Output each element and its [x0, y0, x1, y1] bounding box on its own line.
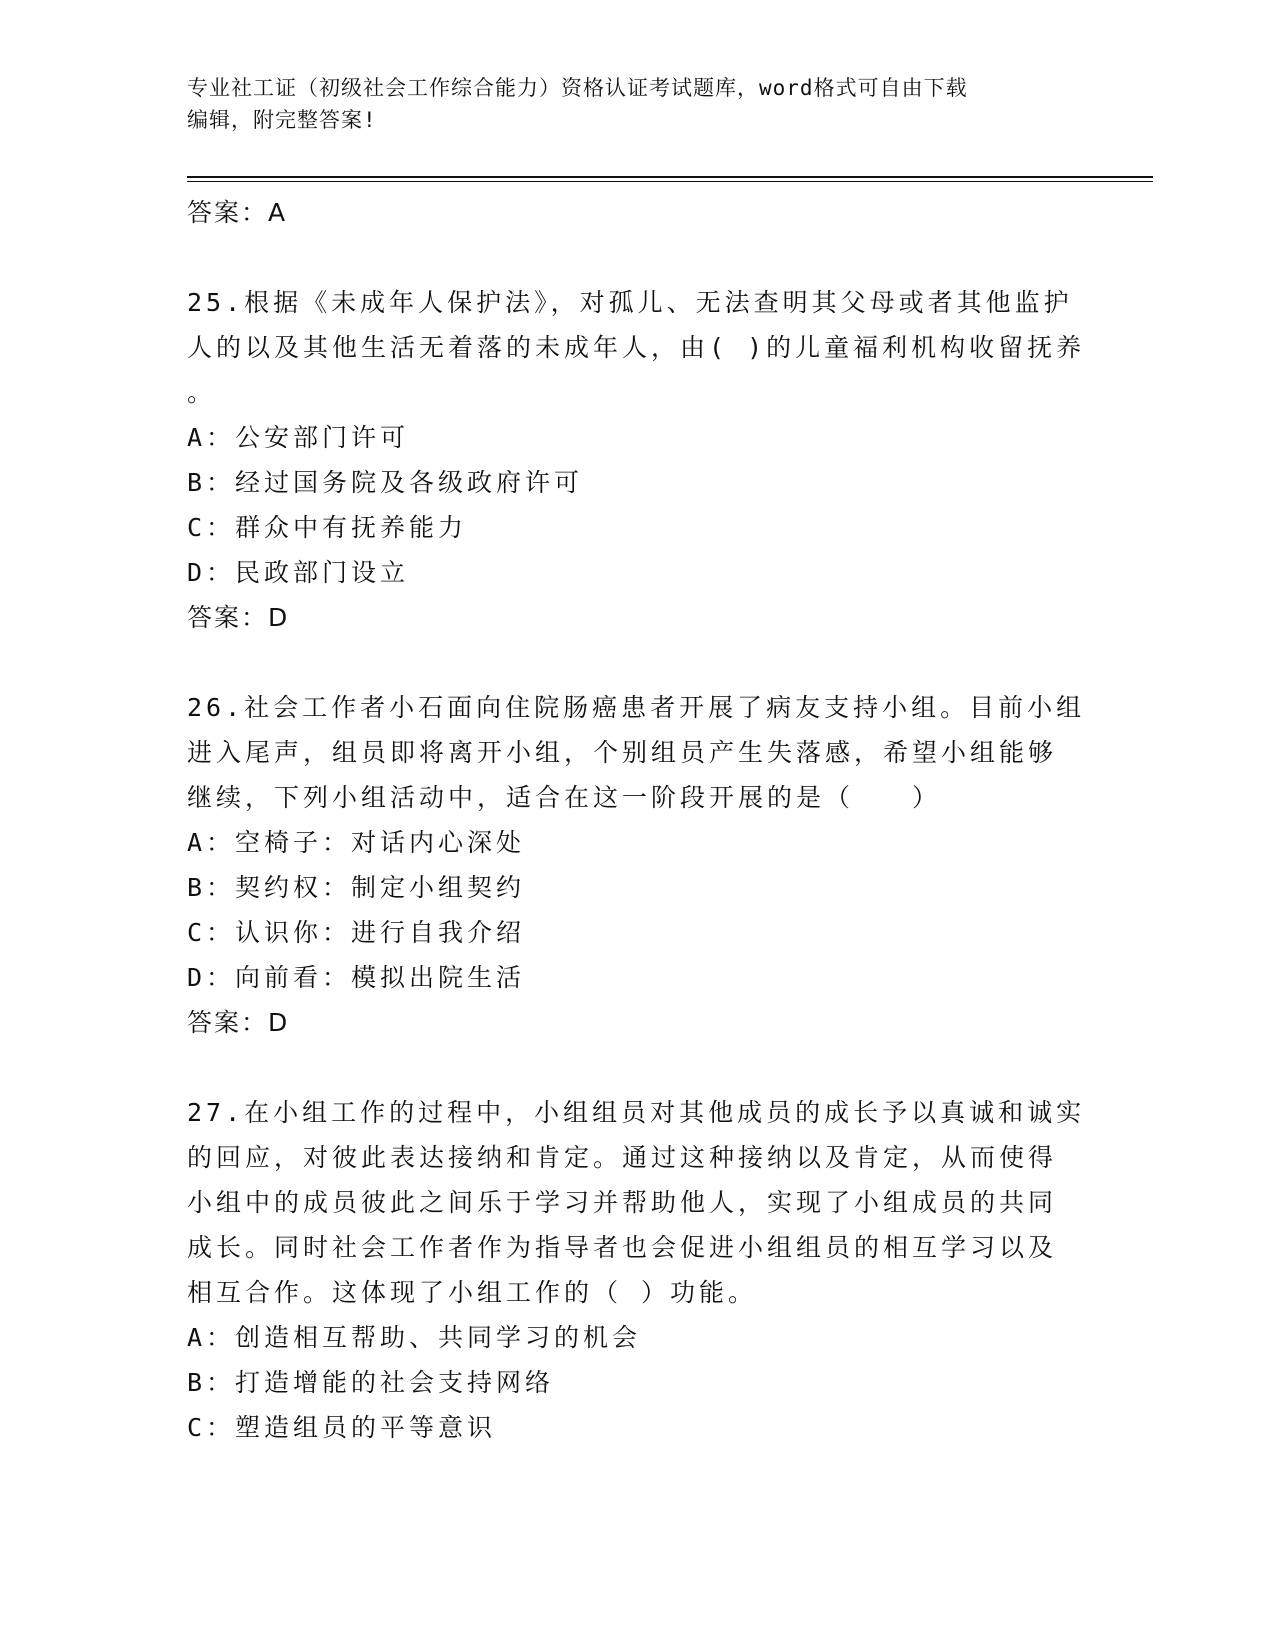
stem-line: 进入尾声，组员即将离开小组，个别组员产生失落感，希望小组能够: [187, 738, 1058, 767]
header-line: 编辑，附完整答案!: [187, 108, 377, 132]
stem-line: 相互合作。这体现了小组工作的（ ）功能。: [187, 1278, 758, 1307]
header-rule-thin: [187, 181, 1153, 182]
question-list: [187, 190, 1087, 1450]
stem-line: 。: [187, 378, 217, 407]
stem-line: 26.社会工作者小石面向住院肠癌患者开展了病友支持小组。目前小组: [187, 693, 1086, 722]
header-rule-thick: [187, 176, 1153, 178]
stem-line: 25.根据《未成年人保护法》，对孤儿、无法查明其父母或者其他监护: [187, 288, 1073, 317]
option-c: C：塑造组员的平等意识: [187, 1413, 497, 1442]
option-d: D：向前看：模拟出院生活: [187, 963, 526, 992]
option-b: B：经过国务院及各级政府许可: [187, 468, 584, 497]
stem-line: 人的以及其他生活无着落的未成年人，由( )的儿童福利机构收留抚养: [187, 333, 1086, 362]
stem-line: 继续，下列小组活动中，适合在这一阶段开展的是（ ）: [187, 783, 942, 812]
stem-line: 小组中的成员彼此之间乐于学习并帮助他人，实现了小组成员的共同: [187, 1188, 1058, 1217]
document-header: [187, 72, 1087, 136]
header-line: 专业社工证（初级社会工作综合能力）资格认证考试题库，word格式可自由下载: [187, 76, 968, 100]
stem-line: 的回应，对彼此表达接纳和肯定。通过这种接纳以及肯定，从而使得: [187, 1143, 1058, 1172]
option-b: B：打造增能的社会支持网络: [187, 1368, 555, 1397]
answer-line: 答案：D: [187, 603, 290, 632]
option-d: D：民政部门设立: [187, 558, 410, 587]
question-stem: [187, 685, 1087, 820]
answer-line: 答案：A: [187, 198, 288, 227]
option-c: C：群众中有抚养能力: [187, 513, 468, 542]
option-a: A：创造相互帮助、共同学习的机会: [187, 1323, 642, 1352]
option-c: C：认识你：进行自我介绍: [187, 918, 526, 947]
question-stem: [187, 280, 1087, 415]
answer-line: 答案：D: [187, 1008, 290, 1037]
option-b: B：契约权：制定小组契约: [187, 873, 526, 902]
question-27: [187, 1090, 1087, 1450]
option-a: A：空椅子：对话内心深处: [187, 828, 526, 857]
question-stem: [187, 1090, 1087, 1315]
option-a: A：公安部门许可: [187, 423, 410, 452]
question-26: [187, 685, 1087, 1045]
stem-line: 27.在小组工作的过程中，小组组员对其他成员的成长予以真诚和诚实: [187, 1098, 1086, 1127]
question-25: [187, 280, 1087, 640]
stem-line: 成长。同时社会工作者作为指导者也会促进小组组员的相互学习以及: [187, 1233, 1058, 1262]
